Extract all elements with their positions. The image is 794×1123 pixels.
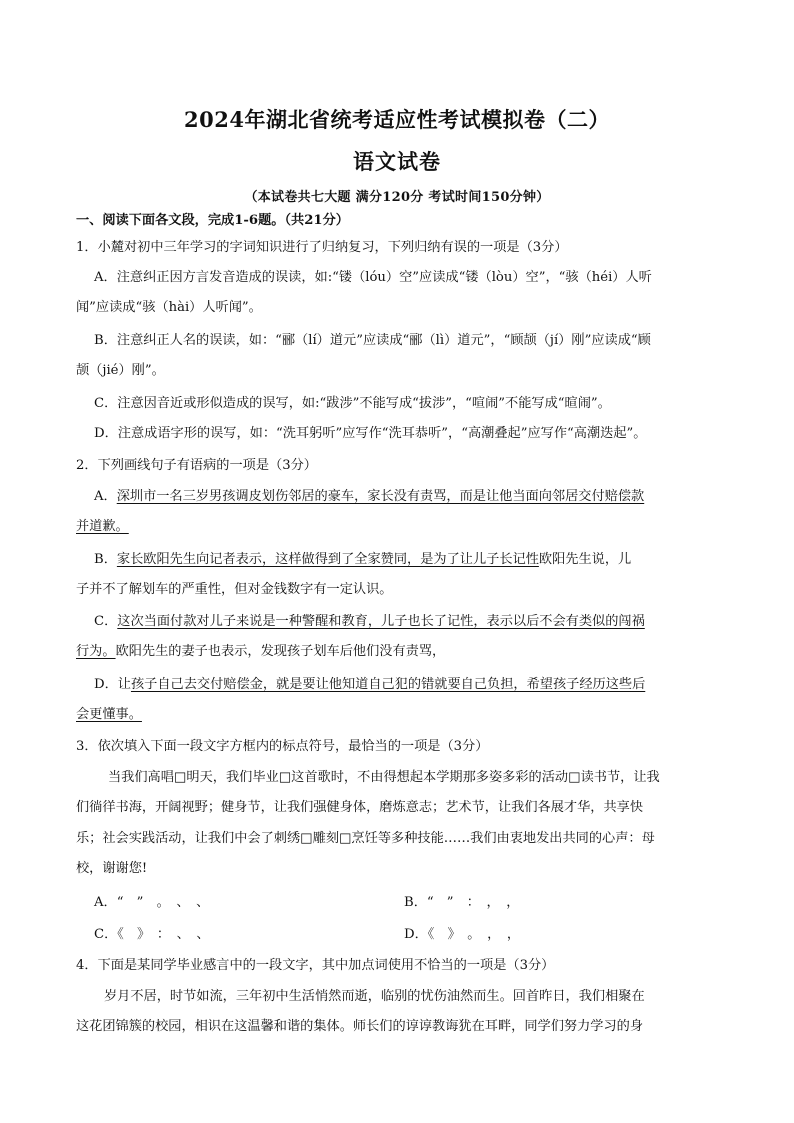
exam-subtitle: 语文试卷 <box>353 149 441 174</box>
q1-option-d: D．注意成语字形的误写，如：“洗耳躬听”应写作“洗耳恭听”，“高潮叠起”应写作“高潮迭起”。 <box>94 426 647 441</box>
q4-passage-line2: 这花团锦簇的校园，相识在这温馨和谐的集体。师长们的谆谆教诲犹在耳畔，同学们努力学习的身 <box>76 1019 644 1034</box>
q2-a-prefix: A． <box>94 489 117 504</box>
q2-option-d-line2 <box>76 706 142 724</box>
q2-option-d-line1 <box>94 676 645 694</box>
q4-passage-line1: 岁月不居，时节如流，三年初中生活悄然而逝，临别的忧伤油然而生。回首昨日，我们相聚在 <box>104 989 645 1004</box>
q3-passage-line1: 当我们高唱□明天，我们毕业□这首歌时，不由得想起本学期那多姿多彩的活动□读书节，让我 <box>108 770 660 785</box>
q3-option-d: D．《 》 。 ， ， <box>404 927 521 942</box>
q1-option-a-line2: 闻”应读成“骇（hài）人听闻”。 <box>76 300 262 315</box>
q2-stem: 2．下列画线句子有语病的一项是（3分） <box>76 458 317 473</box>
q2-b-prefix: B． <box>94 552 117 567</box>
section-heading: 一、阅读下面各文段，完成1-6题。（共21分） <box>76 213 349 228</box>
q1-option-b-line1: B．注意纠正人名的误读，如：“郦（lí）道元”应读成“郦（lì）道元”，“顾颉（jí）刚”应读成“顾 <box>94 333 651 348</box>
q2-d-underlined-2: 会更懂事。 <box>76 707 142 722</box>
q2-a-underlined-2: 并道歉。 <box>76 519 129 534</box>
q2-c-underlined: 这次当面付款对儿子来说是一种警醒和教育，儿子也长了记性，表示以后不会有类似的闯祸 <box>117 614 645 629</box>
q3-stem: 3．依次填入下面一段文字方框内的标点符号，最恰当的一项是（3分） <box>76 739 489 754</box>
q3-option-b: B．“ ” ： ， ， <box>404 895 520 910</box>
q1-option-c: C．注意因音近或形似造成的误写，如:“跋涉”不能写成“拔涉”，“喧闹”不能写成“暄闹”。 <box>94 396 611 411</box>
q2-option-c-line1 <box>94 613 645 631</box>
q2-option-b-line1 <box>94 551 631 569</box>
q2-c-prefix: C． <box>94 614 118 629</box>
q3-option-a: A．“ ” 。 、 、 <box>94 895 210 910</box>
q1-option-a-line1: A．注意纠正因方言发音造成的误读，如:“镂（lóu）空”应读成“镂（lòu）空”，“骇（héi）人听 <box>94 270 652 285</box>
q2-b-post: 欧阳先生说，儿 <box>538 552 632 567</box>
q2-option-a-line2 <box>76 518 129 536</box>
q2-d-underlined: 孩子自己去交付赔偿金，就是要让他知道自己犯的错就要自己负担，希望孩子经历这些后 <box>130 677 646 692</box>
exam-note: （本试卷共七大题 满分120分 考试时间150分钟） <box>244 190 550 205</box>
q2-c-underlined-2: 行为。 <box>76 644 116 659</box>
q3-passage-line3: 乐；社会实践活动，让我们中会了刺绣□雕刻□烹饪等多种技能……我们由衷地发出共同的心声：母 <box>76 831 655 846</box>
q3-passage-line2: 们徜徉书海，开阔视野；健身节，让我们强健身体，磨炼意志；艺术节，让我们各展才华，共享快 <box>76 800 644 815</box>
exam-title: 2024年湖北省统考适应性考试模拟卷（二） <box>184 107 610 132</box>
q2-b-underlined: 家长欧阳先生向记者表示，这样做得到了全家赞同，是为了让儿子长记性 <box>116 552 539 567</box>
q2-option-a-line1 <box>94 488 644 506</box>
q2-d-prefix: D．让 <box>94 677 131 692</box>
q3-passage-line4: 校，谢谢您! <box>76 861 148 876</box>
q1-stem: 1．小麓对初中三年学习的字词知识进行了归纳复习，下列归纳有误的一项是（3分） <box>76 240 568 255</box>
q3-option-c: C．《 》 ： 、 、 <box>94 927 210 942</box>
q1-option-b-line2: 颉（jié）刚”。 <box>76 363 165 378</box>
q2-option-c-line2 <box>76 643 445 661</box>
q2-c-post: 欧阳先生的妻子也表示，发现孩子划车后他们没有责骂， <box>115 644 446 659</box>
q4-stem: 4．下面是某同学毕业感言中的一段文字，其中加点词使用不恰当的一项是（3分） <box>76 958 555 973</box>
q2-a-underlined: 深圳市一名三岁男孩调皮划伤邻居的豪车，家长没有责骂，而是让他当面向邻居交付赔偿款 <box>116 489 645 504</box>
q2-option-b-line2: 子并不了解划车的严重性，但对金钱数字有一定认识。 <box>76 582 393 597</box>
